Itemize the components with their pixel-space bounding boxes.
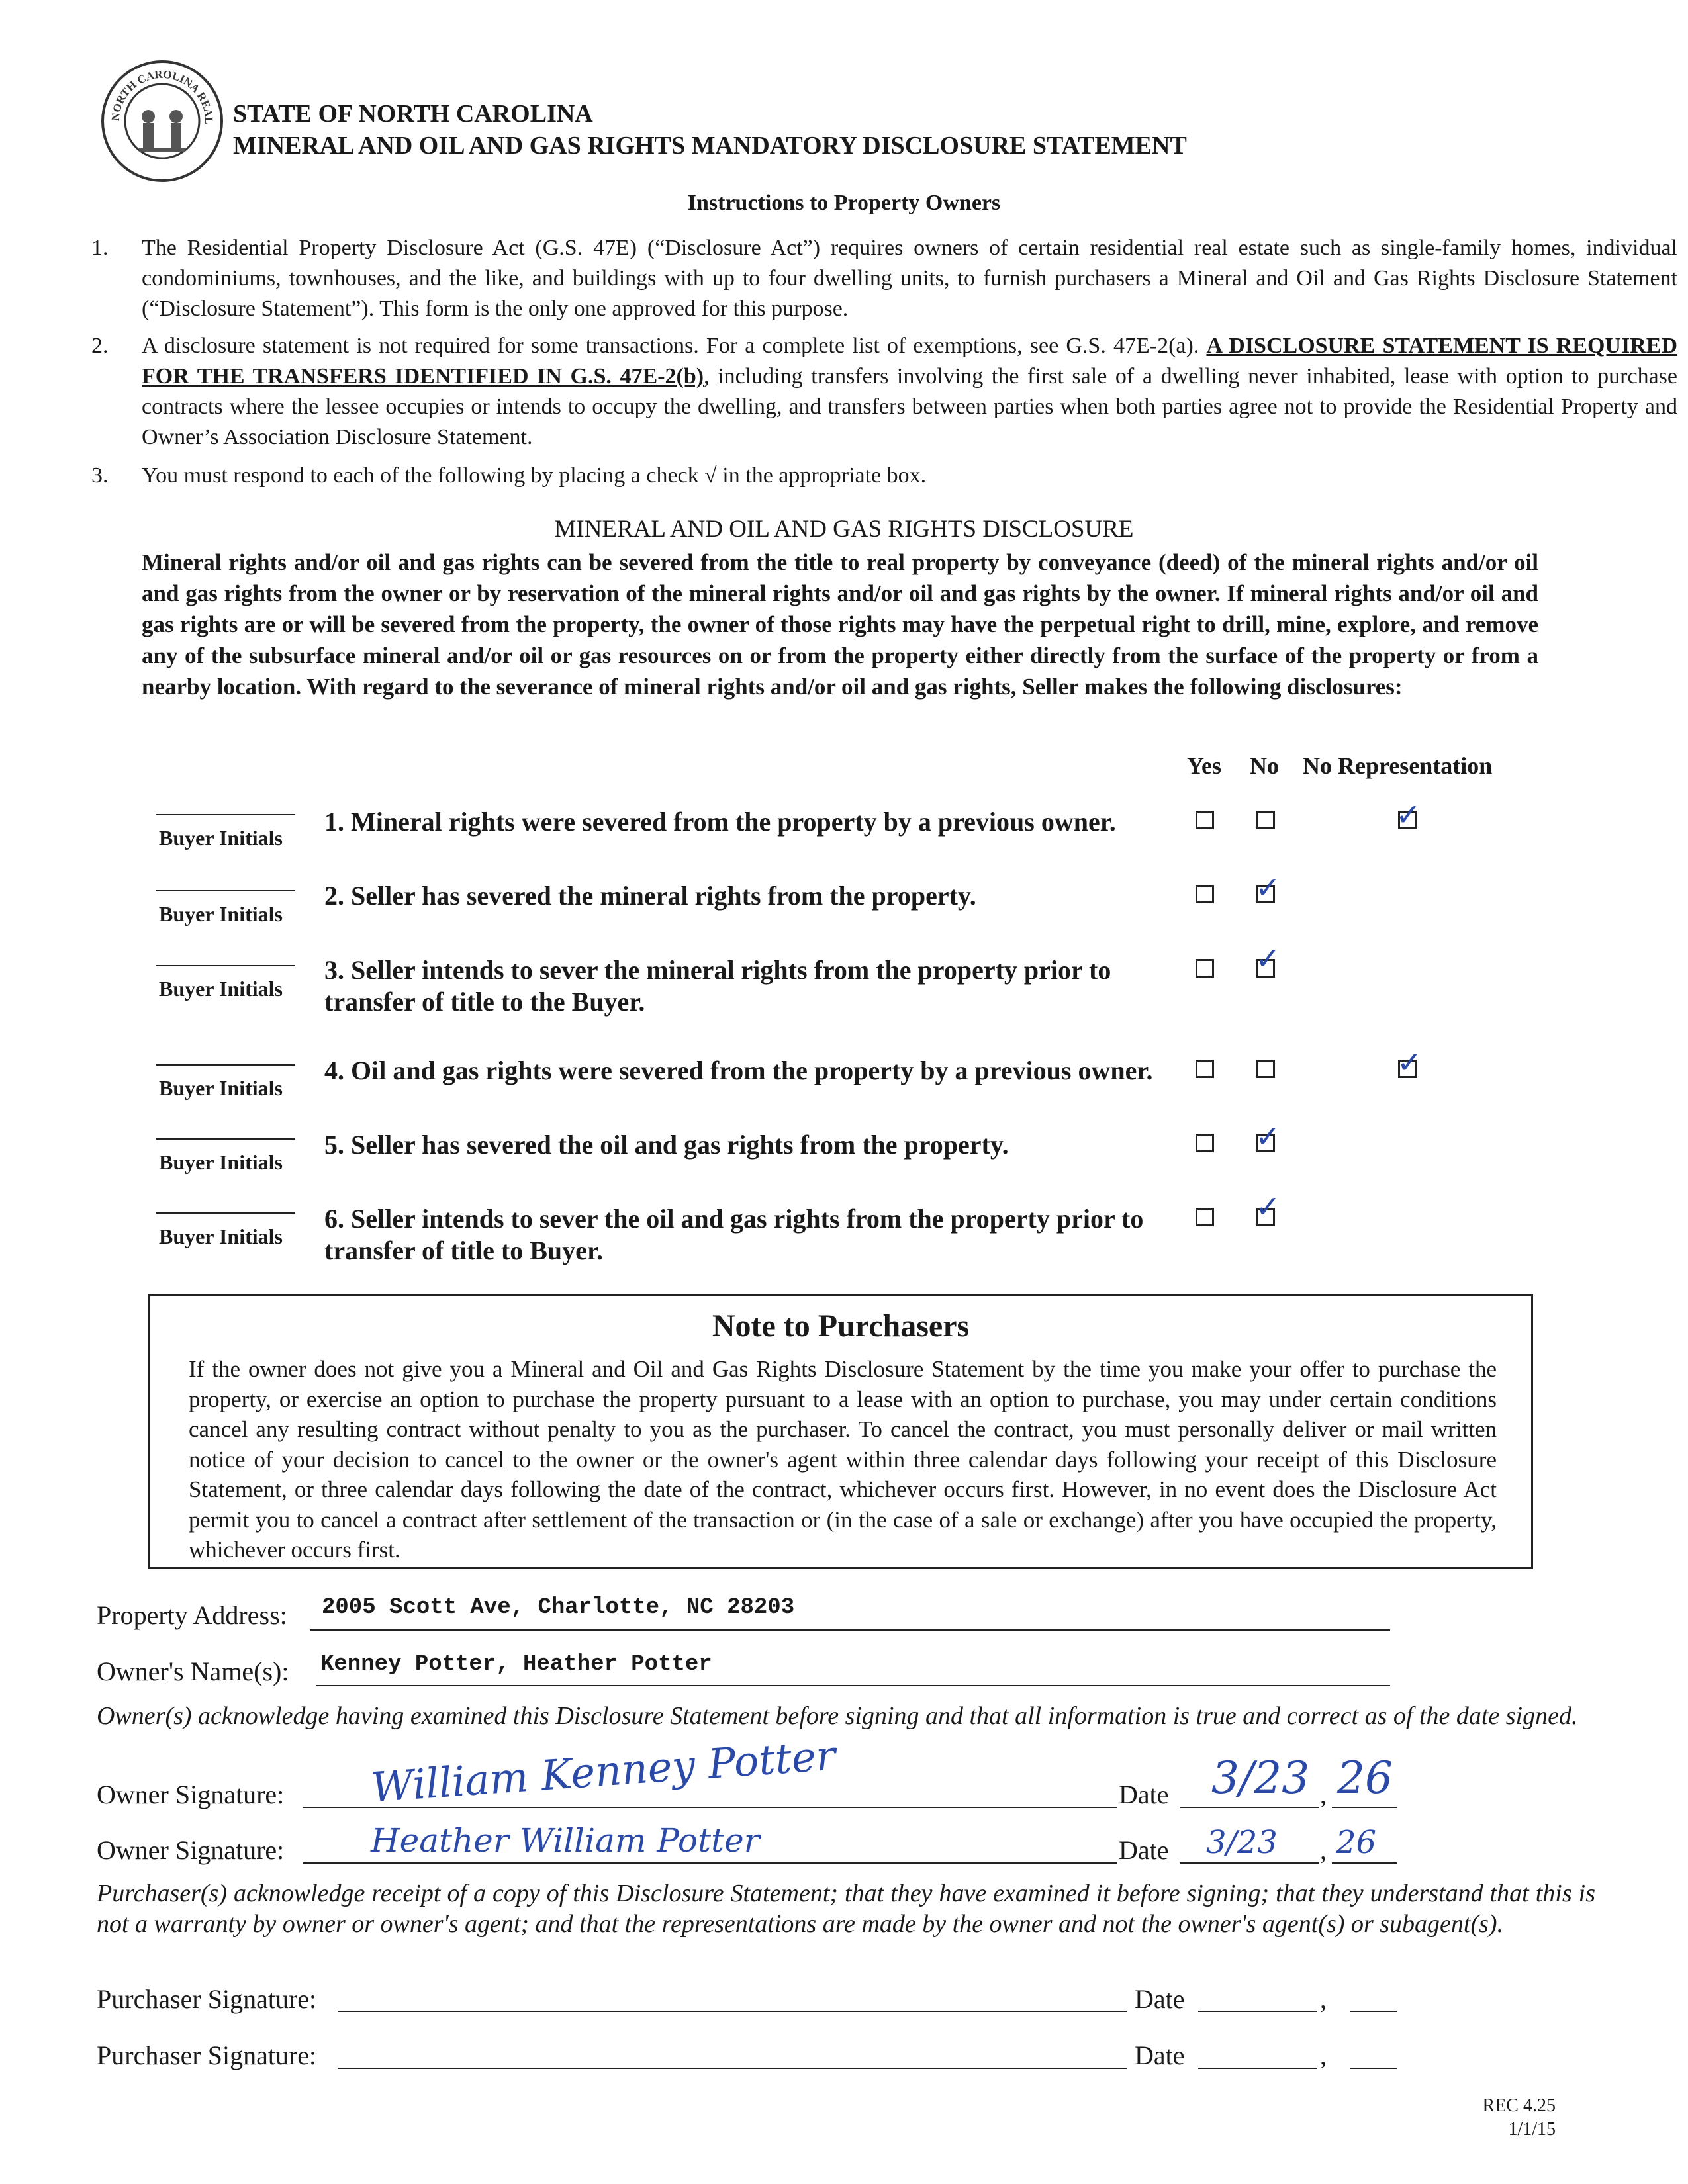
owner-2-signature[interactable]: Heather William Potter (371, 1821, 760, 1860)
check-mark-icon: ✓ (1255, 1118, 1281, 1154)
buyer-initials-label: Buyer Initials (159, 1224, 283, 1248)
yes-checkbox[interactable] (1196, 1134, 1214, 1152)
buyer-initials-line[interactable] (156, 814, 295, 815)
yes-checkbox[interactable] (1196, 1060, 1214, 1078)
note-title: Note to Purchasers (712, 1308, 970, 1343)
instruction-text: You must respond to each of the following by placing a check √ in the appropriate box. (142, 463, 927, 488)
buyer-initials-line[interactable] (156, 965, 295, 966)
date-label: Date (1135, 1984, 1185, 2014)
date-comma: , (1320, 1780, 1327, 1809)
date-comma: , (1320, 1835, 1327, 1865)
instruction-number: 1. (91, 236, 109, 260)
item-text: 2. Seller has severed the mineral rights from the property. (324, 881, 976, 911)
date-line[interactable] (1198, 2068, 1317, 2069)
state-line: STATE OF NORTH CAROLINA (233, 100, 593, 128)
year-line[interactable] (1350, 2011, 1397, 2012)
buyer-initials-label: Buyer Initials (159, 977, 283, 1001)
no-checkbox[interactable] (1256, 811, 1275, 829)
column-no: No (1250, 752, 1279, 779)
check-mark-icon: ✓ (1255, 940, 1281, 976)
owners-name-label: Owner's Name(s): (97, 1657, 289, 1686)
instruction-2-emphasis: A DISCLOSURE STATEMENT IS REQUIRED FOR THE TRANSFERS IDENTIFIED IN G.S. 47E-2(b) (142, 334, 1678, 388)
buyer-initials-label: Buyer Initials (159, 826, 283, 850)
date-line (1180, 1807, 1319, 1808)
column-yes: Yes (1187, 752, 1221, 779)
date-line[interactable] (1198, 2011, 1317, 2012)
yes-checkbox[interactable] (1196, 959, 1214, 978)
item-text: 6. Seller intends to sever the oil and gas rights from the property prior to transfer of title to Buyer. (324, 1204, 1144, 1265)
form-code-date: 1/1/15 (1508, 2119, 1556, 2140)
check-mark-icon: ✓ (1395, 797, 1421, 833)
date-comma: , (1320, 1984, 1327, 2014)
buyer-initials-label: Buyer Initials (159, 1150, 283, 1174)
date-line (1180, 1862, 1319, 1864)
note-to-purchasers-box (148, 1294, 1533, 1569)
real-estate-commission-seal (99, 58, 225, 184)
buyer-initials-line[interactable] (156, 1064, 295, 1066)
form-code (1483, 2094, 1556, 2142)
item-text: 5. Seller has severed the oil and gas rights from the property. (324, 1130, 1009, 1160)
owner-signature-label: Owner Signature: (97, 1780, 285, 1809)
owner-1-year[interactable]: 26 (1337, 1752, 1393, 1803)
owner-signature-label: Owner Signature: (97, 1835, 285, 1865)
item-text: 4. Oil and gas rights were severed from the property by a previous owner. (324, 1056, 1153, 1085)
purchaser-acknowledgment: Purchaser(s) acknowledge receipt of a copy of this Disclosure Statement; that they have examined it before signing; that they understand that this is not a warranty by owner or owner's agent; and that the representations are made by the owner and not the owner's agent(s) or subagent(s). (97, 1880, 1595, 1938)
owner-acknowledgment: Owner(s) acknowledge having examined this Disclosure Statement before signing and that all information is true and correct as of the date signed. (97, 1702, 1578, 1730)
instruction-2-part-a: A disclosure statement is not required for some transactions. For a complete list of exemptions, see G.S. 47E-2(a). (142, 334, 1207, 358)
no-checkbox[interactable] (1256, 1060, 1275, 1078)
instruction-text: The Residential Property Disclosure Act (G.S. 47E) (“Disclosure Act”) requires owners of certain residential real estate such as single-family homes, individual condominiums, townhouses, and the like, and buildings with up to four dwelling units, to furnish purchasers a Mineral and Oil and Gas Rights Disclosure Statement (“Disclosure Statement”). This form is the only one approved for this purpose. (142, 236, 1677, 321)
date-label: Date (1119, 1780, 1169, 1809)
instruction-2-part-c: , including transfers involving the first sale of a dwelling never inhabited, lease with option to purchase contracts where the lessee occupies or intends to occupy the dwelling, and transfers between parties when both parties agree not to provide the Residential Property and Owner’s Association Disclosure Statement. (142, 364, 1677, 449)
check-mark-icon: ✓ (1397, 1044, 1423, 1080)
item-text: 1. Mineral rights were severed from the property by a previous owner. (324, 807, 1116, 837)
column-no-representation: No Representation (1303, 752, 1493, 779)
buyer-initials-line[interactable] (156, 890, 295, 891)
owner-2-date[interactable]: 3/23 (1206, 1824, 1278, 1861)
buyer-initials-label: Buyer Initials (159, 902, 283, 926)
yes-checkbox[interactable] (1196, 1208, 1214, 1226)
property-address-line (310, 1629, 1390, 1631)
buyer-initials-label: Buyer Initials (159, 1076, 283, 1100)
property-address-label: Property Address: (97, 1600, 287, 1630)
year-line (1332, 1807, 1397, 1808)
purchaser-signature-line[interactable] (338, 2011, 1127, 2012)
svg-text:NORTH CAROLINA REAL ESTATE COM: NORTH CAROLINA REAL (109, 68, 216, 124)
check-mark-icon: ✓ (1255, 1189, 1281, 1224)
buyer-initials-line[interactable] (156, 1138, 295, 1140)
instruction-number: 3. (91, 463, 109, 488)
purchaser-signature-label: Purchaser Signature: (97, 2040, 317, 2070)
item-text: 3. Seller intends to sever the mineral rights from the property prior to transfer of title to the Buyer. (324, 955, 1111, 1017)
form-code-number: REC 4.25 (1482, 2095, 1556, 2116)
instructions-heading: Instructions to Property Owners (687, 191, 1001, 215)
form-title: MINERAL AND OIL AND GAS RIGHTS MANDATORY DISCLOSURE STATEMENT (233, 132, 1187, 159)
owner-1-signature[interactable]: William Kenney Potter (369, 1731, 837, 1812)
note-text: If the owner does not give you a Mineral and Oil and Gas Rights Disclosure Statement by the time you make your offer to purchase the property, or exercise an option to purchase the property pursuant to a lease with an option to purchase, you may under certain conditions cancel any resulting contract without penalty to you as the purchaser. To cancel the contract, you must personally deliver or mail written notice of your decision to cancel to the owner or the owner's agent within three calendar days following your receipt of this Disclosure Statement, or three calendar days following the date of the contract, whichever occurs first. However, in no event does the Disclosure Act permit you to cancel a contract after settlement of the transaction or (in the case of a sale or exchange) after you have occupied the property, whichever occurs first. (189, 1356, 1497, 1563)
disclosure-heading: MINERAL AND OIL AND GAS RIGHTS DISCLOSURE (554, 516, 1134, 543)
disclosure-body: Mineral rights and/or oil and gas rights can be severed from the title to real property by conveyance (deed) of the mineral rights and/or oil and gas rights from the owner or by reservation of the mineral rights and/or oil and gas rights by the owner. If mineral rights and/or oil and gas rights are or will be severed from the property, the owner of those rights may have the perpetual right to drill, mine, explore, and remove any of the subsurface mineral and/or oil or gas resources on or from the property either directly from the surface of the property or from a nearby location. With regard to the severance of mineral rights and/or oil and gas rights, Seller makes the following disclosures: (142, 549, 1538, 700)
instruction-text (142, 331, 1677, 453)
year-line[interactable] (1350, 2068, 1397, 2069)
instruction-number: 2. (91, 334, 109, 358)
year-line (1332, 1862, 1397, 1864)
date-comma: , (1320, 2040, 1327, 2070)
property-address-field[interactable]: 2005 Scott Ave, Charlotte, NC 28203 (322, 1595, 795, 1620)
owners-name-line (316, 1685, 1390, 1686)
purchaser-signature-line[interactable] (338, 2068, 1127, 2069)
owner-2-year[interactable]: 26 (1336, 1824, 1377, 1861)
date-label: Date (1135, 2040, 1185, 2070)
owner-1-date[interactable]: 3/23 (1211, 1752, 1310, 1803)
check-mark-icon: ✓ (1255, 870, 1281, 905)
yes-checkbox[interactable] (1196, 811, 1214, 829)
buyer-initials-line[interactable] (156, 1212, 295, 1214)
yes-checkbox[interactable] (1196, 885, 1214, 903)
owners-name-field[interactable]: Kenney Potter, Heather Potter (320, 1652, 712, 1677)
owner-signature-line (303, 1862, 1117, 1864)
date-label: Date (1119, 1835, 1169, 1865)
purchaser-signature-label: Purchaser Signature: (97, 1984, 317, 2014)
